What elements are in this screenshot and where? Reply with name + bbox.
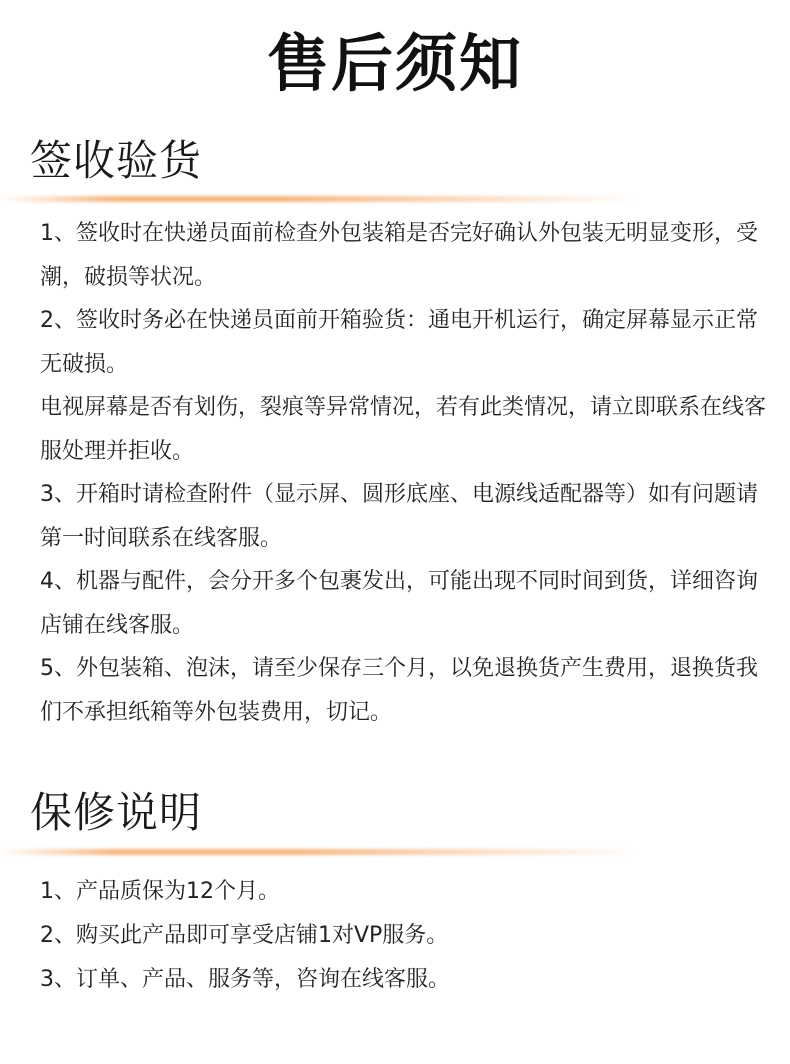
page-title: 售后须知 <box>266 27 523 100</box>
section-heading-receiving: 签收验货 <box>30 136 203 185</box>
warranty-paragraph: 1、产品质保为12个月。 <box>40 879 280 904</box>
receiving-paragraph: 电视屏幕是否有划伤，裂痕等异常情况，若有此类情况，请立即联系在线客服处理并拒收。 <box>40 395 767 464</box>
receiving-paragraph: 5、外包装箱、泡沫，请至少保存三个月，以免退换货产生费用，退换货我们不承担纸箱等外包装费用，切记。 <box>40 656 758 725</box>
receiving-paragraph: 2、签收时务必在快递员面前开箱验货：通电开机运行，确定屏幕显示正常无破损。 <box>40 308 758 377</box>
receiving-paragraph-list <box>40 212 775 734</box>
section-divider <box>0 849 640 855</box>
section-heading-warranty: 保修说明 <box>30 788 203 837</box>
warranty-paragraph-list <box>40 870 775 1002</box>
warranty-paragraph: 3、订单、产品、服务等，咨询在线客服。 <box>40 967 450 992</box>
section-divider <box>0 196 640 202</box>
receiving-paragraph: 1、签收时在快递员面前检查外包装箱是否完好确认外包装无明显变形，受潮，破损等状况。 <box>40 221 758 290</box>
receiving-paragraph: 4、机器与配件，会分开多个包裹发出，可能出现不同时间到货，详细咨询店铺在线客服。 <box>40 569 758 638</box>
receiving-paragraph: 3、开箱时请检查附件（显示屏、圆形底座、电源线适配器等）如有问题请第一时间联系在线客服。 <box>40 482 758 551</box>
warranty-paragraph: 2、购买此产品即可享受店铺1对VP服务。 <box>40 923 449 948</box>
